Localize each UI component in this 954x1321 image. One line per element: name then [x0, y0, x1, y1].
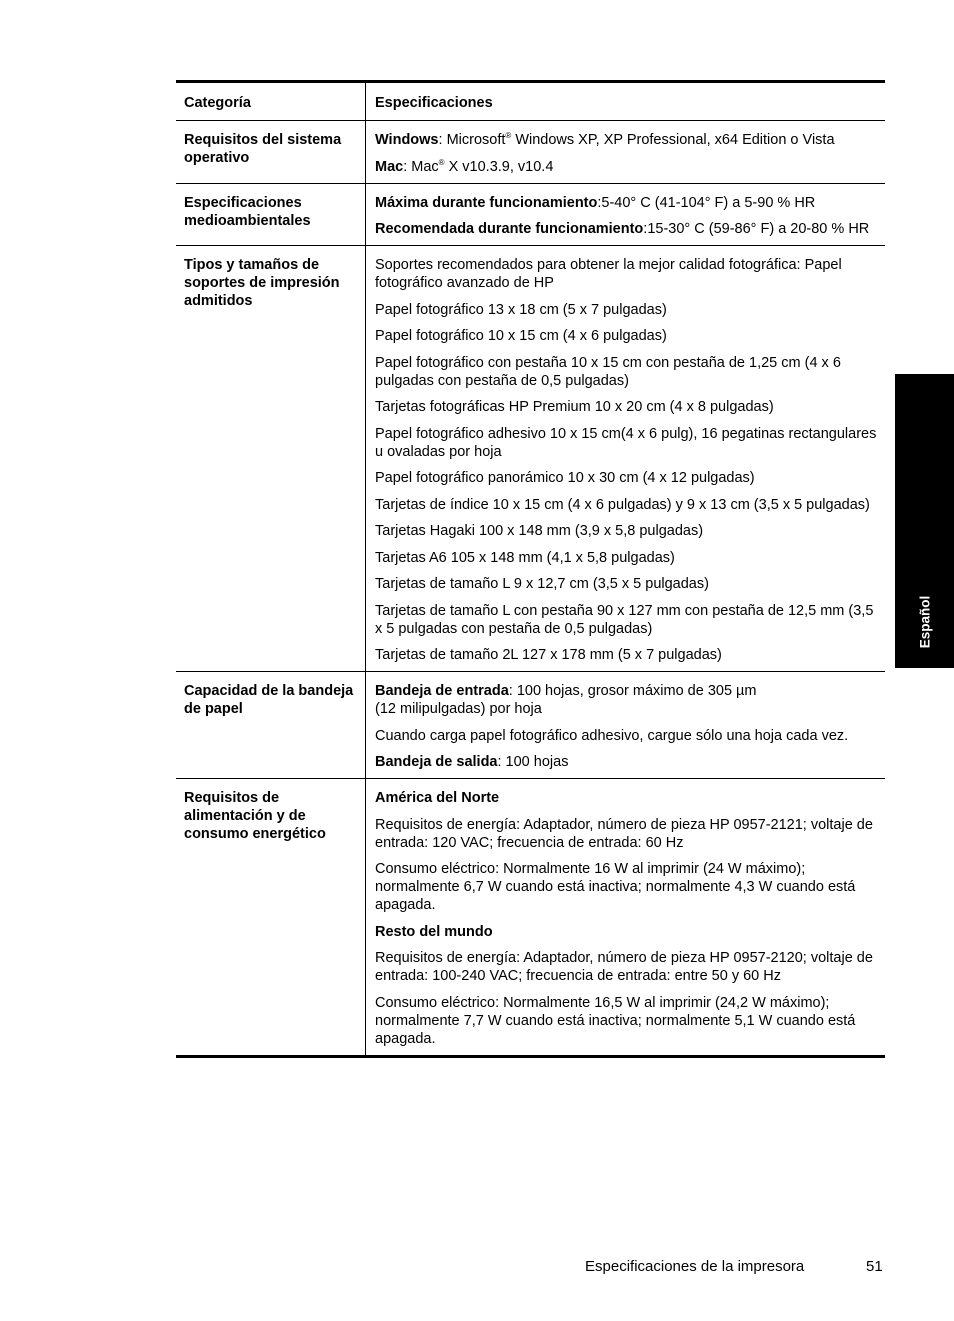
table-header-row	[176, 83, 885, 120]
spec-max-operating	[375, 194, 877, 212]
registered-mark: ®	[505, 131, 512, 141]
header-category: Categoría	[176, 83, 366, 120]
power-requirements-north-america: Requisitos de energía: Adaptador, número de pieza HP 0957-2121; voltaje de entrada: 120 VAC; frecuencia de entrada: 60 Hz	[375, 816, 873, 851]
recommended-operating-label: Recomendada durante funcionamiento	[375, 221, 644, 237]
output-tray-value: : 100 hojas	[497, 754, 569, 770]
mac-text-pre: : Mac	[403, 158, 439, 175]
row-specs-power	[366, 779, 885, 1055]
media-item: Tarjetas Hagaki 100 x 148 mm (3,9 x 5,8 pulgadas)	[375, 523, 704, 539]
language-side-tab-label: Español	[917, 595, 932, 649]
table-row-tray	[176, 671, 885, 778]
media-item: Papel fotográfico adhesivo 10 x 15 cm(4 x 6 pulg), 16 pegatinas rectangulares u ovaladas por hoja	[375, 425, 877, 460]
media-item: Tarjetas de tamaño L 9 x 12,7 cm (3,5 x 5 pulgadas)	[375, 576, 709, 592]
spec-mac	[375, 158, 877, 176]
row-category-environment: Especificaciones medioambientales	[176, 184, 366, 246]
media-item: Papel fotográfico 10 x 15 cm (4 x 6 pulgadas)	[375, 328, 667, 344]
row-specs-tray	[366, 672, 885, 778]
row-specs-os	[366, 121, 885, 183]
media-item: Papel fotográfico 13 x 18 cm (5 x 7 pulgadas)	[375, 301, 667, 318]
input-tray-label: Bandeja de entrada	[375, 683, 509, 699]
media-item: Tarjetas fotográficas HP Premium 10 x 20 cm (4 x 8 pulgadas)	[375, 399, 774, 415]
windows-text-pre: : Microsoft	[438, 132, 506, 148]
registered-mark: ®	[438, 157, 445, 167]
header-specs: Especificaciones	[375, 95, 493, 111]
media-item: Tarjetas A6 105 x 148 mm (4,1 x 5,8 pulgadas)	[375, 549, 675, 566]
media-item: Soportes recomendados para obtener la mejor calidad fotográfica: Papel fotográfico avanzado de HP	[375, 257, 842, 291]
row-specs-environment	[366, 184, 885, 246]
footer-title: Especificaciones de la impresora	[585, 1258, 805, 1275]
media-item: Tarjetas de tamaño 2L 127 x 178 mm (5 x 7 pulgadas)	[375, 647, 722, 663]
north-america-heading: América del Norte	[375, 790, 500, 806]
max-operating-label: Máxima durante funcionamiento	[375, 194, 598, 211]
power-heading-north-america	[375, 789, 877, 807]
input-tray-value-2: (12 milipulgadas) por hoja	[375, 701, 542, 717]
media-item: Papel fotográfico con pestaña 10 x 15 cm con pestaña de 1,25 cm (4 x 6 pulgadas con pestaña de 0,5 pulgadas)	[375, 354, 841, 389]
mac-label: Mac	[375, 158, 404, 175]
media-item: Papel fotográfico panorámico 10 x 30 cm (4 x 12 pulgadas)	[375, 470, 755, 486]
windows-label: Windows	[375, 132, 439, 148]
table-row-power	[176, 778, 885, 1055]
spec-output-tray	[375, 753, 877, 771]
spec-adhesive-note: Cuando carga papel fotográfico adhesivo, cargue sólo una hoja cada vez.	[375, 727, 849, 744]
power-consumption-north-america: Consumo eléctrico: Normalmente 16 W al imprimir (24 W máximo); normalmente 6,7 W cuando está inactiva; normalmente 4,3 W cuando está apagada.	[375, 861, 856, 913]
spec-input-tray	[375, 682, 877, 718]
power-requirements-rest-of-world: Requisitos de energía: Adaptador, número de pieza HP 0957-2120; voltaje de entrada: 100-240 VAC; frecuencia de entrada: entre 50 y 60 Hz	[375, 950, 873, 984]
language-side-tab	[895, 374, 954, 668]
page-number: 51	[866, 1258, 883, 1275]
windows-text-post: Windows XP, XP Professional, x64 Edition o Vista	[511, 132, 835, 148]
spec-recommended-operating	[375, 220, 877, 238]
table-row-environment	[176, 183, 885, 246]
mac-text-post: X v10.3.9, v10.4	[444, 158, 554, 175]
spec-windows	[375, 131, 877, 149]
spec-table	[176, 80, 885, 1058]
output-tray-label: Bandeja de salida	[375, 754, 498, 770]
max-operating-value: :5-40° C (41-104° F) a 5-90 % HR	[597, 194, 816, 211]
media-item: Tarjetas de índice 10 x 15 cm (4 x 6 pulgadas) y 9 x 13 cm (3,5 x 5 pulgadas)	[375, 496, 870, 513]
rest-of-world-heading: Resto del mundo	[375, 923, 493, 940]
power-heading-rest-of-world	[375, 923, 877, 941]
row-specs-media	[366, 246, 885, 671]
table-row-os	[176, 120, 885, 183]
media-item: Tarjetas de tamaño L con pestaña 90 x 127 mm con pestaña de 12,5 mm (3,5 x 5 pulgadas con pestaña de 0,5 pulgadas)	[375, 602, 874, 637]
table-row-media	[176, 245, 885, 671]
row-category-power: Requisitos de alimentación y de consumo energético	[176, 779, 366, 1055]
power-consumption-rest-of-world: Consumo eléctrico: Normalmente 16,5 W al imprimir (24,2 W máximo); normalmente 7,7 W cuando está inactiva; normalmente 5,1 W cuando está apagada.	[375, 994, 856, 1047]
input-tray-value: : 100 hojas, grosor máximo de 305 µm	[508, 683, 757, 699]
row-category-tray: Capacidad de la bandeja de papel	[176, 672, 366, 778]
row-category-os: Requisitos del sistema operativo	[176, 121, 366, 183]
recommended-operating-value: :15-30° C (59-86° F) a 20-80 % HR	[643, 221, 870, 237]
row-category-media: Tipos y tamaños de soportes de impresión admitidos	[176, 246, 366, 671]
